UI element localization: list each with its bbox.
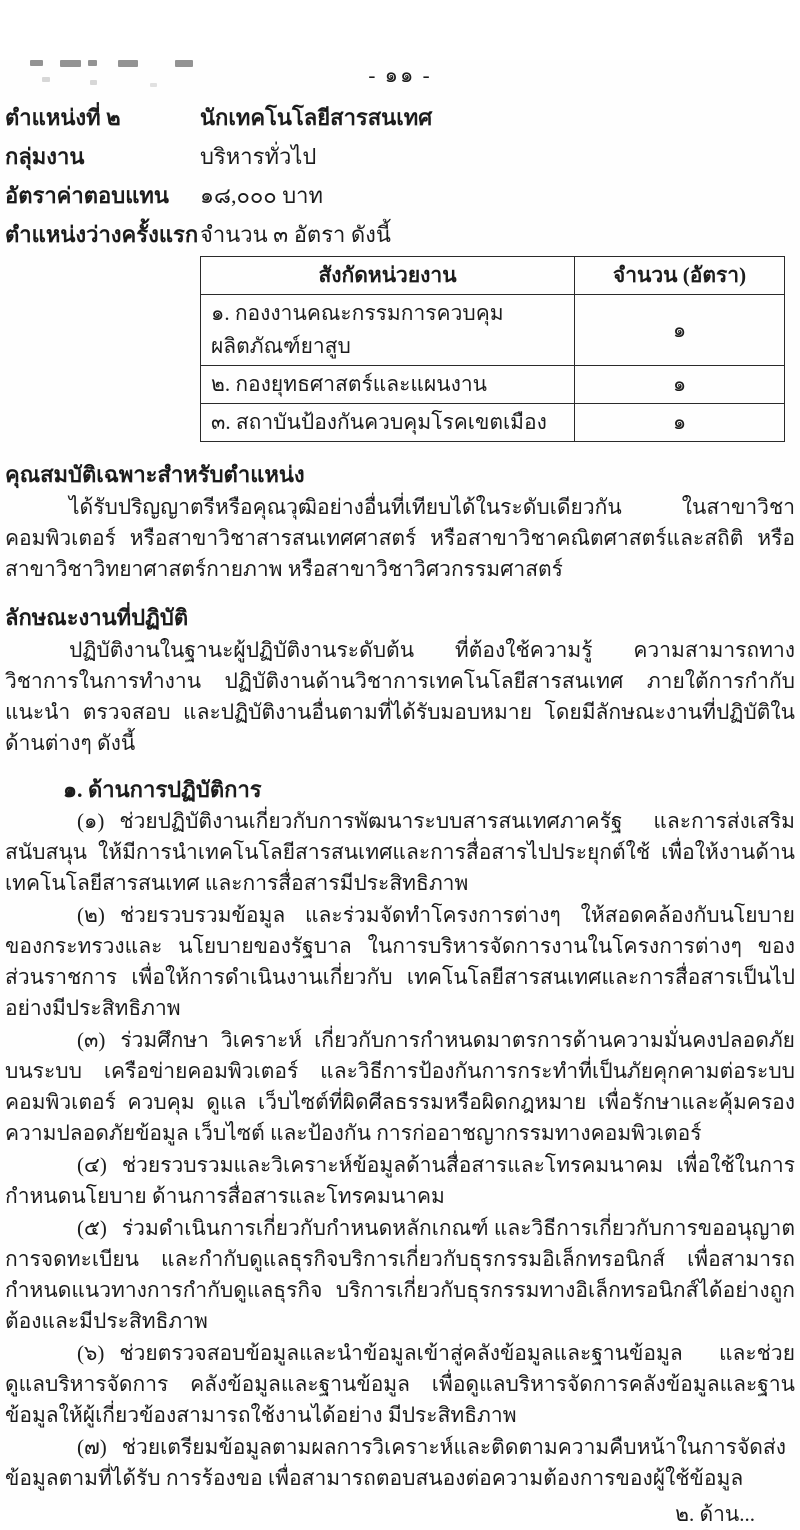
table-row bbox=[201, 404, 785, 442]
field-first-vacancies bbox=[5, 215, 795, 254]
table-header-row bbox=[201, 257, 785, 295]
duty-item-text: ร่วมศึกษา วิเคราะห์ เกี่ยวกับการกำหนดมาตรการด้านความมั่นคงปลอดภัยบนระบบ เครือข่ายคอมพิวเตอร์ และวิธีการป้องกันการกระทำที่เป็นภัยคุกคามต่อระบบคอมพิวเตอร์ ควบคุม ดูแล เว็บไซต์ที่ผิดศีลธรรมหรือผิดกฎหมาย เพื่อรักษาและคุ้มครองความปลอดภัยข้อมูล เว็บไซต์ และป้องกัน การก่ออาชญากรรมทางคอมพิวเตอร์ bbox=[5, 1028, 795, 1145]
field-value-vacancy-count: จำนวน ๓ อัตรา ดังนี้ bbox=[200, 222, 391, 247]
duty-item-5 bbox=[5, 1213, 795, 1337]
duty-item-2 bbox=[5, 900, 795, 1024]
qualifications-heading: คุณสมบัติเฉพาะสำหรับตำแหน่ง bbox=[5, 462, 305, 487]
field-value-position-title: นักเทคโนโลยีสารสนเทศ bbox=[200, 105, 433, 130]
duty-item-text: ช่วยปฏิบัติงานเกี่ยวกับการพัฒนาระบบสารสนเทศภาครัฐ และการส่งเสริม สนับสนุน ให้มีการนำเทคโนโลยีสารสนเทศและการสื่อสารไปประยุกต์ใช้ เพื่อให้งานด้านเทคโนโลยีสารสนเทศ และการสื่อสารมีประสิทธิภาพ bbox=[5, 809, 795, 895]
field-value-work-group: บริหารทั่วไป bbox=[200, 144, 317, 169]
field-label: อัตราค่าตอบแทน bbox=[5, 183, 169, 208]
field-label: กลุ่มงาน bbox=[5, 144, 85, 169]
field-label: ตำแหน่งว่างครั้งแรก bbox=[5, 222, 199, 247]
duty-item-4 bbox=[5, 1150, 795, 1212]
duty-item-1 bbox=[5, 806, 795, 899]
field-label: ตำแหน่งที่ ๒ bbox=[5, 105, 121, 130]
vacancy-table bbox=[200, 256, 785, 442]
duty-item-text: ช่วยรวบรวมและวิเคราะห์ข้อมูลด้านสื่อสารและโทรคมนาคม เพื่อใช้ในการกำหนดนโยบาย ด้านการสื่อสารและโทรคมนาคม bbox=[5, 1153, 795, 1208]
table-row bbox=[201, 295, 785, 366]
page-number: - ๑๑ - bbox=[368, 63, 432, 87]
scanned-document-page bbox=[0, 60, 800, 1526]
qualifications-body: ได้รับปริญญาตรีหรือคุณวุฒิอย่างอื่นที่เทียบได้ในระดับเดียวกัน ในสาขาวิชาคอมพิวเตอร์ หรือสาขาวิชาสารสนเทศศาสตร์ หรือสาขาวิชาคณิตศาสตร์และสถิติ หรือสาขาวิชาวิทยาศาสตร์กายภาพ หรือสาขาวิชาวิศวกรรมศาสตร์ bbox=[5, 495, 795, 581]
page-continuation-note: ๒. ด้าน... bbox=[675, 1502, 755, 1526]
duty-item-text: ช่วยรวบรวมข้อมูล และร่วมจัดทำโครงการต่างๆ ให้สอดคล้องกับนโยบายของกระทรวงและ นโยบายของรัฐบาล ในการบริหารจัดการงานในโครงการต่างๆ ของส่วนราชการ เพื่อให้การดำเนินงานเกี่ยวกับ เทคโนโลยีสารสนเทศและการสื่อสารเป็นไปอย่างมีประสิทธิภาพ bbox=[5, 903, 795, 1020]
field-work-group bbox=[5, 137, 795, 176]
field-position-number bbox=[5, 98, 795, 137]
column-header-count: จำนวน (อัตรา) bbox=[575, 257, 785, 295]
job-nature-intro: ปฏิบัติงานในฐานะผู้ปฏิบัติงานระดับต้น ที่ต้องใช้ความรู้ ความสามารถทางวิชาการในการทำงาน ปฏิบัติงานด้านวิชาการเทคโนโลยีสารสนเทศ ภายใต้การกำกับ แนะนำ ตรวจสอบ และปฏิบัติงานอื่นตามที่ได้รับมอบหมาย โดยมีลักษณะงานที่ปฏิบัติในด้านต่างๆ ดังนี้ bbox=[5, 638, 795, 755]
unit-cell: ๓. สถาบันป้องกันควบคุมโรคเขตเมือง bbox=[201, 404, 575, 442]
unit-cell: ๑. กองงานคณะกรรมการควบคุมผลิตภัณฑ์ยาสูบ bbox=[201, 295, 575, 366]
duty-item-text: ช่วยตรวจสอบข้อมูลและนำข้อมูลเข้าสู่คลังข้อมูลและฐานข้อมูล และช่วยดูแลบริหารจัดการ คลังข้อมูลและฐานข้อมูล เพื่อดูแลบริหารจัดการคลังข้อมูลและฐานข้อมูลให้ผู้เกี่ยวข้องสามารถใช้งานได้อย่าง มีประสิทธิภาพ bbox=[5, 1341, 795, 1427]
duties-section-heading: ๑. ด้านการปฏิบัติการ bbox=[63, 777, 262, 802]
duty-item-3 bbox=[5, 1025, 795, 1149]
duty-item-number: (๑) bbox=[77, 809, 105, 833]
count-cell: ๑ bbox=[575, 295, 785, 366]
duty-item-number: (๓) bbox=[77, 1028, 106, 1052]
duty-item-number: (๒) bbox=[77, 903, 105, 927]
column-header-unit: สังกัดหน่วยงาน bbox=[201, 257, 575, 295]
field-value-salary: ๑๘,๐๐๐ บาท bbox=[200, 183, 324, 208]
duty-item-number: (๔) bbox=[77, 1153, 107, 1177]
duty-item-text: ช่วยเตรียมข้อมูลตามผลการวิเคราะห์และติดตามความคืบหน้าในการจัดส่งข้อมูลตามที่ได้รับ การร้องขอ เพื่อสามารถตอบสนองต่อความต้องการของผู้ใช้ข้อมูล bbox=[5, 1435, 786, 1490]
count-cell: ๑ bbox=[575, 404, 785, 442]
duty-item-6 bbox=[5, 1338, 795, 1431]
duty-item-7 bbox=[5, 1432, 795, 1494]
unit-cell: ๒. กองยุทธศาสตร์และแผนงาน bbox=[201, 366, 575, 404]
duty-item-number: (๕) bbox=[77, 1216, 107, 1240]
position-header-fields bbox=[5, 98, 795, 254]
duty-item-number: (๗) bbox=[77, 1435, 107, 1459]
table-row bbox=[201, 366, 785, 404]
field-salary bbox=[5, 176, 795, 215]
scan-artifact-noise bbox=[0, 60, 460, 86]
duty-item-text: ร่วมดำเนินการเกี่ยวกับกำหนดหลักเกณฑ์ และวิธีการเกี่ยวกับการขออนุญาตการจดทะเบียน และกำกับดูแลธุรกิจบริการเกี่ยวกับธุรกรรมอิเล็กทรอนิกส์ เพื่อสามารถกำหนดแนวทางการกำกับดูแลธุรกิจ บริการเกี่ยวกับธุรกรรมทางอิเล็กทรอนิกส์ได้อย่างถูกต้องและมีประสิทธิภาพ bbox=[5, 1216, 795, 1333]
job-nature-heading: ลักษณะงานที่ปฏิบัติ bbox=[5, 605, 189, 630]
duty-item-number: (๖) bbox=[77, 1341, 105, 1365]
count-cell: ๑ bbox=[575, 366, 785, 404]
